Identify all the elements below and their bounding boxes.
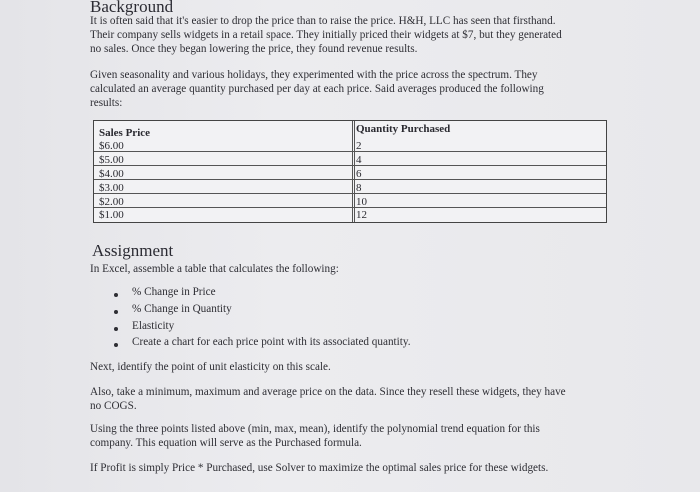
- bullet-item: % Change in Quantity: [132, 303, 232, 315]
- also-paragraph-line-2: no COGS.: [90, 400, 137, 412]
- assignment-intro: In Excel, assemble a table that calculates the following:: [90, 263, 339, 275]
- table-cell-price: $6.00: [99, 140, 124, 152]
- bullet-item: Create a chart for each price point with its associated quantity.: [132, 336, 411, 348]
- table-row: [94, 193, 606, 208]
- bullet-dot: [114, 343, 118, 347]
- background-heading: Background: [90, 0, 174, 16]
- background-paragraph-2-line-1: Given seasonality and various holidays, they experimented with the price across the spectrum. They: [90, 69, 538, 81]
- table-row: [94, 137, 606, 151]
- also-paragraph-line-1: Also, take a minimum, maximum and average price on the data. Since they resell these widgets, they have: [90, 386, 566, 398]
- table-cell-price: $1.00: [99, 209, 124, 221]
- table-cell-quantity: 4: [356, 154, 362, 166]
- background-paragraph-1-line-1: It is often said that it's easier to drop the price than to raise the price. H&H, LLC has seen that firsthand.: [90, 15, 556, 27]
- price-quantity-table: [93, 120, 607, 223]
- table-cell-price: $5.00: [99, 154, 124, 166]
- using-paragraph-line-1: Using the three points listed above (min, max, mean), identify the polynomial trend equation for this: [90, 423, 540, 435]
- background-paragraph-2-line-2: calculated an average quantity purchased per day at each price. Said averages produced the following: [90, 83, 544, 95]
- table-cell-quantity: 6: [356, 168, 362, 180]
- table-cell-price: $2.00: [99, 196, 124, 208]
- bullet-item: Elasticity: [132, 320, 175, 332]
- table-header-sales-price: Sales Price: [99, 127, 151, 139]
- using-paragraph-line-2: company. This equation will serve as the Purchased formula.: [90, 437, 362, 449]
- bullet-dot: [114, 293, 118, 297]
- next-paragraph: Next, identify the point of unit elasticity on this scale.: [90, 361, 331, 373]
- table-cell-quantity: 2: [356, 140, 362, 152]
- bullet-item: % Change in Price: [132, 286, 216, 298]
- background-paragraph-1-line-3: no sales. Once they began lowering the price, they found revenue results.: [90, 43, 418, 55]
- bullet-dot: [114, 310, 118, 314]
- table-row: [94, 207, 606, 222]
- table-cell-quantity: 10: [356, 196, 367, 208]
- table-row: [94, 179, 606, 194]
- background-paragraph-2-line-3: results:: [90, 97, 123, 109]
- background-paragraph-1-line-2: Their company sells widgets in a retail space. They initially priced their widgets at $7, but they generated: [90, 29, 562, 41]
- table-cell-price: $3.00: [99, 182, 124, 194]
- table-cell-price: $4.00: [99, 168, 124, 180]
- table-row: [94, 151, 606, 166]
- table-cell-quantity: 12: [356, 209, 367, 221]
- table-row: [94, 165, 606, 180]
- table-header-quantity-purchased: Quantity Purchased: [356, 123, 451, 135]
- assignment-heading: Assignment: [92, 241, 174, 260]
- profit-paragraph: If Profit is simply Price * Purchased, use Solver to maximize the optimal sales price for these widgets.: [90, 462, 549, 474]
- bullet-dot: [114, 327, 118, 331]
- table-cell-quantity: 8: [356, 182, 362, 194]
